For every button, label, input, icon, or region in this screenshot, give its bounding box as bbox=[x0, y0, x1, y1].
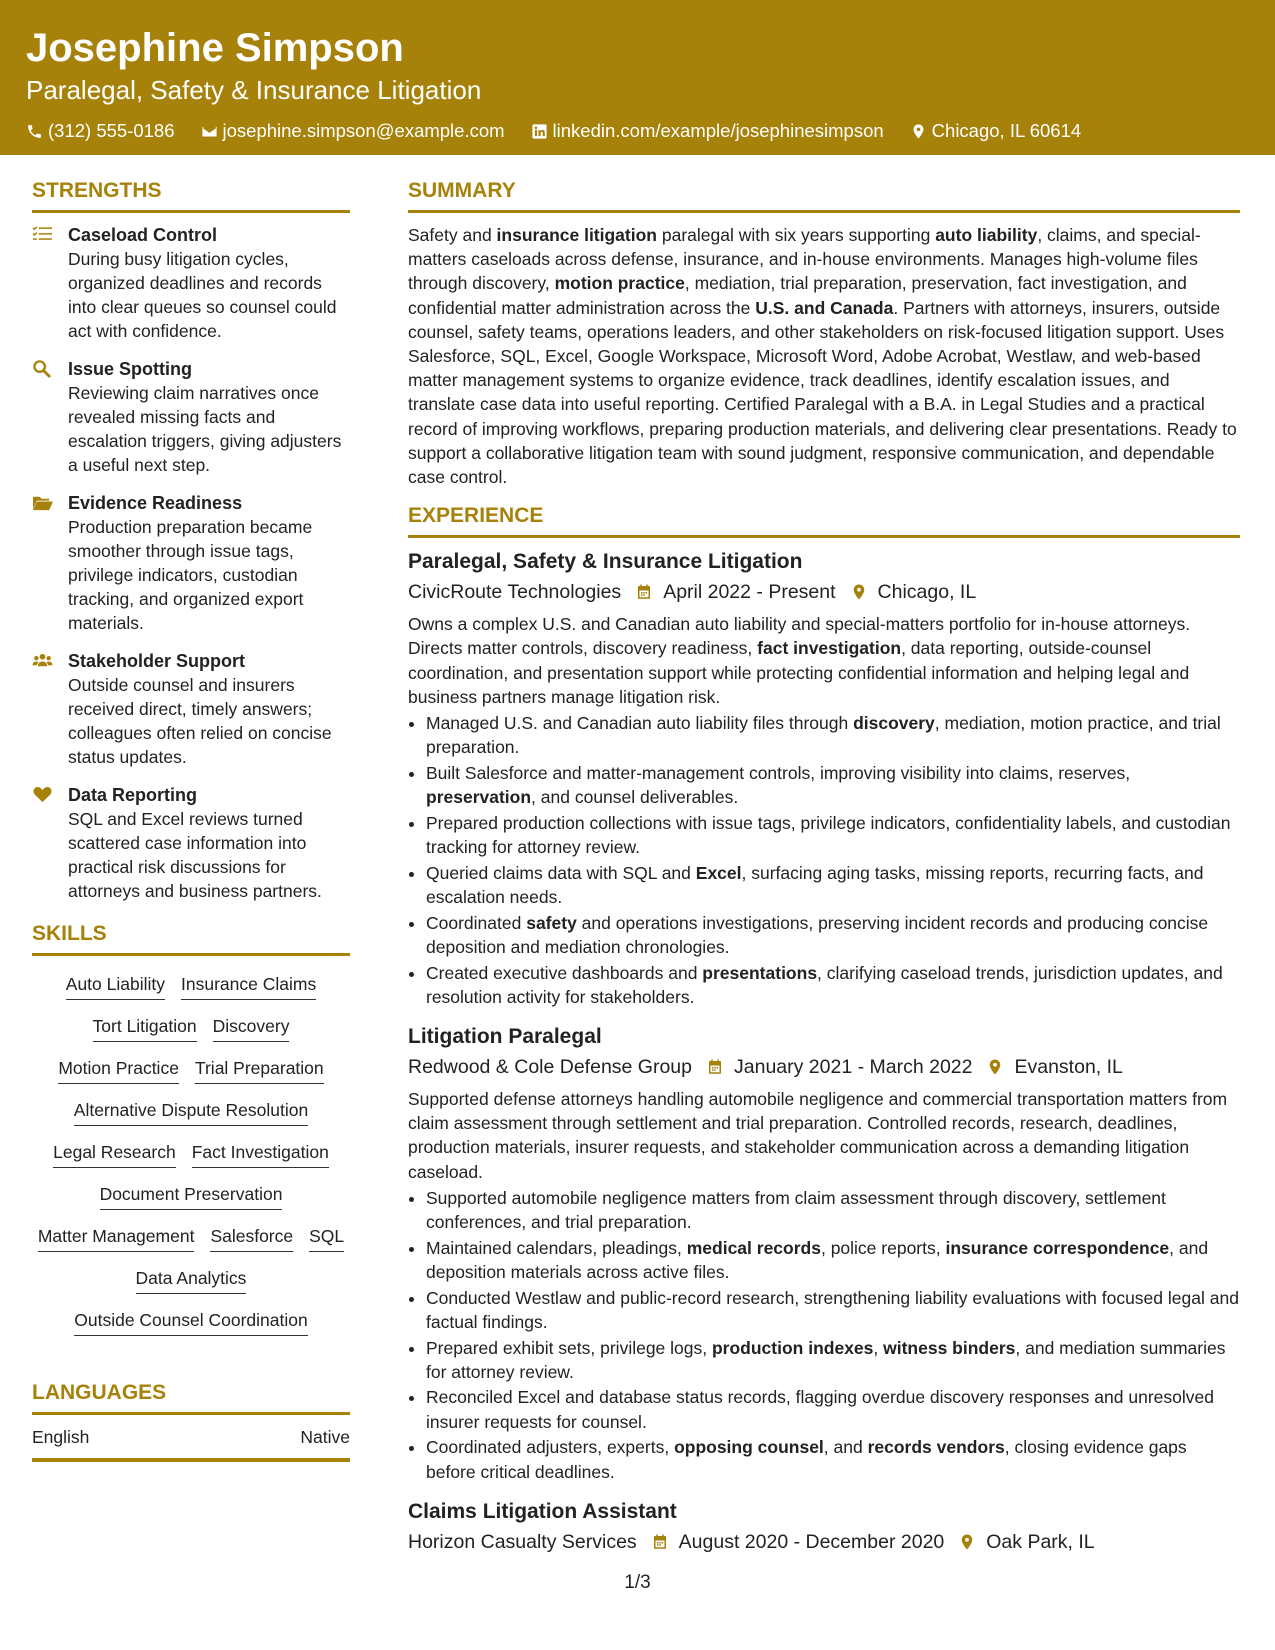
job-dates: August 2020 - December 2020 bbox=[678, 1530, 945, 1553]
phone-icon bbox=[26, 123, 43, 140]
job-company: CivicRoute Technologies bbox=[408, 581, 622, 604]
summary-text: Safety and insurance litigation paralegal with six years supporting auto liability, claims, and special-matters caseloads across defense, insurance, and in-house environments. Manages high-volume files through discovery, motion practice, mediation, trial preparation, preservation, fact investigation, and confidential matter administration across the U.S. and Canada. Partners with attorneys, insurers, outside counsel, safety teams, operations leaders, and other stakeholders on risk-focused litigation support. Uses Salesforce, SQL, Excel, Google Workspace, Microsoft Word, Adobe Acrobat, Westlaw, and web-based matter management systems to organize evidence, track deadlines, identify escalation issues, and translate case data into useful reporting. Certified Paralegal with a B.A. in Legal Studies and a practical record of improving workflows, preparing production materials, and delivering clear presentations. Ready to support a collaborative litigation team with sound judgment, responsive communication, and dependable case control. bbox=[408, 225, 1237, 488]
map-pin-icon bbox=[850, 583, 868, 601]
job-company: Redwood & Cole Defense Group bbox=[408, 1055, 692, 1078]
heart-icon bbox=[32, 785, 53, 804]
strength-title: Evidence Readiness bbox=[68, 493, 243, 513]
skill-tag: Outside Counsel Coordination bbox=[74, 1308, 307, 1336]
calendar-icon bbox=[651, 1533, 669, 1551]
skill-tag: Alternative Dispute Resolution bbox=[74, 1098, 308, 1126]
language-level: Native bbox=[300, 1427, 350, 1447]
strength-title: Caseload Control bbox=[68, 225, 218, 245]
strength-title: Stakeholder Support bbox=[68, 651, 246, 671]
envelope-icon bbox=[201, 123, 218, 140]
experience-heading: EXPERIENCE bbox=[408, 503, 1240, 538]
job-bullet: • Coordinated adjusters, experts, opposing counsel, and records vendors, closing evidence gaps before critical deadlines. bbox=[426, 1435, 1240, 1483]
contact-location-text: Chicago, IL 60614 bbox=[931, 120, 1082, 141]
job-entry bbox=[408, 548, 1240, 1009]
job-meta bbox=[408, 578, 1240, 606]
skill-tag: Insurance Claims bbox=[181, 972, 316, 1000]
job-bullet: • Reconciled Excel and database status records, flagging overdue discovery responses and unresolved insurer requests for counsel. bbox=[426, 1385, 1240, 1433]
map-pin-icon bbox=[986, 1058, 1004, 1076]
skills-heading: SKILLS bbox=[32, 921, 350, 956]
job-title: Litigation Paralegal bbox=[408, 1024, 602, 1048]
job-location: Oak Park, IL bbox=[986, 1530, 1095, 1553]
job-bullet: • Prepared production collections with issue tags, privilege indicators, confidentiality labels, and custodian tracking for attorney review. bbox=[426, 811, 1240, 859]
job-description: Supported defense attorneys handling automobile negligence and commercial transportation matters from claim assessment through settlement and trial preparation. Controlled records, research, deadlines, production materials, insurer requests, and stakeholder communication across a demanding litigation caseload. bbox=[408, 1088, 1228, 1182]
candidate-name: Josephine Simpson bbox=[26, 26, 404, 70]
strength-desc: Production preparation became smoother through issue tags, privilege indicators, custodian tracking, and organized export materials. bbox=[68, 517, 313, 633]
languages-heading: LANGUAGES bbox=[32, 1380, 350, 1415]
contact-email[interactable] bbox=[201, 120, 505, 142]
job-bullets bbox=[408, 711, 1240, 1009]
strength-item bbox=[32, 223, 350, 343]
job-dates: April 2022 - Present bbox=[663, 581, 836, 604]
folder-open-icon bbox=[32, 493, 53, 512]
contact-phone-text: (312) 555-0186 bbox=[48, 120, 175, 141]
linkedin-icon bbox=[531, 123, 548, 140]
job-title: Paralegal, Safety & Insurance Litigation bbox=[408, 550, 803, 574]
experience-list bbox=[408, 548, 1240, 1556]
job-bullet: • Prepared exhibit sets, privilege logs, production indexes, witness binders, and mediation summaries for attorney review. bbox=[426, 1336, 1240, 1384]
job-dates: January 2021 - March 2022 bbox=[734, 1055, 973, 1078]
map-pin-icon bbox=[910, 123, 927, 140]
strength-title: Data Reporting bbox=[68, 785, 198, 805]
skill-tag: Legal Research bbox=[53, 1140, 176, 1168]
job-bullet: • Supported automobile negligence matters from claim assessment through discovery, settlement conferences, and trial preparation. bbox=[426, 1186, 1240, 1234]
map-pin-icon bbox=[958, 1533, 976, 1551]
job-bullet: • Built Salesforce and matter-management controls, improving visibility into claims, reserves, preservation, and counsel deliverables. bbox=[426, 761, 1240, 809]
skill-tag: Discovery bbox=[213, 1014, 290, 1042]
resume-header bbox=[0, 0, 1275, 155]
skill-tag: Motion Practice bbox=[58, 1056, 179, 1084]
skill-tag: SQL bbox=[309, 1224, 344, 1252]
contact-linkedin-text: linkedin.com/example/josephinesimpson bbox=[552, 120, 884, 141]
strength-desc: During busy litigation cycles, organized deadlines and records into clear queues so counsel could act with confidence. bbox=[68, 249, 337, 341]
strengths-heading: STRENGTHS bbox=[32, 178, 350, 213]
skill-tag: Matter Management bbox=[38, 1224, 195, 1252]
contact-location bbox=[910, 120, 1081, 142]
candidate-headline: Paralegal, Safety & Insurance Litigation bbox=[26, 75, 482, 105]
list-check-icon bbox=[32, 225, 53, 244]
strength-title: Issue Spotting bbox=[68, 359, 193, 379]
skill-tag: Fact Investigation bbox=[192, 1140, 329, 1168]
contact-phone[interactable] bbox=[26, 120, 175, 142]
job-meta bbox=[408, 1528, 1240, 1556]
job-meta bbox=[408, 1053, 1240, 1081]
skill-tag: Document Preservation bbox=[100, 1182, 283, 1210]
job-bullets bbox=[408, 1186, 1240, 1484]
skill-tag: Data Analytics bbox=[136, 1266, 247, 1294]
job-bullet: • Managed U.S. and Canadian auto liability files through discovery, mediation, motion practice, and trial preparation. bbox=[426, 711, 1240, 759]
job-bullet: • Queried claims data with SQL and Excel, surfacing aging tasks, missing reports, recurring facts, and escalation needs. bbox=[426, 861, 1240, 909]
job-location: Chicago, IL bbox=[877, 581, 977, 604]
summary-heading: SUMMARY bbox=[408, 178, 1240, 213]
skill-tag: Tort Litigation bbox=[93, 1014, 197, 1042]
contact-email-text: josephine.simpson@example.com bbox=[222, 120, 505, 141]
strength-desc: Reviewing claim narratives once revealed missing facts and escalation triggers, giving adjusters a useful next step. bbox=[68, 383, 342, 475]
strength-desc: SQL and Excel reviews turned scattered case information into practical risk discussions for attorneys and business partners. bbox=[68, 809, 322, 901]
contact-linkedin[interactable] bbox=[531, 120, 884, 142]
job-title: Claims Litigation Assistant bbox=[408, 1499, 677, 1523]
skill-tag: Salesforce bbox=[210, 1224, 293, 1252]
job-entry bbox=[408, 1498, 1240, 1556]
strength-item bbox=[32, 649, 350, 769]
skills-list bbox=[32, 966, 350, 1350]
skill-tag: Auto Liability bbox=[66, 972, 165, 1000]
job-location: Evanston, IL bbox=[1014, 1055, 1123, 1078]
strength-item bbox=[32, 357, 350, 477]
page-number: 1/3 bbox=[624, 1572, 651, 1593]
job-bullet: • Created executive dashboards and presentations, clarifying caseload trends, jurisdiction updates, and resolution activity for stakeholders. bbox=[426, 961, 1240, 1009]
job-entry bbox=[408, 1023, 1240, 1484]
calendar-icon bbox=[706, 1058, 724, 1076]
strength-desc: Outside counsel and insurers received direct, timely answers; colleagues often relied on concise status updates. bbox=[68, 675, 332, 767]
people-group-icon bbox=[32, 651, 53, 670]
job-bullet: • Maintained calendars, pleadings, medical records, police reports, insurance correspondence, and deposition materials across active files. bbox=[426, 1236, 1240, 1284]
job-company: Horizon Casualty Services bbox=[408, 1530, 637, 1553]
job-bullet: • Coordinated safety and operations investigations, preserving incident records and producing concise deposition and mediation chronologies. bbox=[426, 911, 1240, 959]
language-name: English bbox=[32, 1427, 90, 1447]
magnifier-icon bbox=[32, 359, 53, 378]
strength-item bbox=[32, 783, 350, 903]
job-description: Owns a complex U.S. and Canadian auto liability and special-matters portfolio for in-house attorneys. Directs matter controls, discovery readiness, fact investigation, data reporting, outside-counsel coordination, and presentation support while protecting confidential information and helping legal and business partners manage litigation risk. bbox=[408, 614, 1191, 707]
calendar-icon bbox=[635, 583, 653, 601]
left-column bbox=[32, 178, 350, 1462]
right-column bbox=[408, 178, 1240, 1570]
contact-row bbox=[26, 120, 1249, 142]
language-row bbox=[32, 1415, 350, 1462]
job-bullet: • Conducted Westlaw and public-record research, strengthening liability evaluations with focused legal and factual findings. bbox=[426, 1286, 1240, 1334]
skill-tag: Trial Preparation bbox=[195, 1056, 324, 1084]
strength-item bbox=[32, 491, 350, 635]
